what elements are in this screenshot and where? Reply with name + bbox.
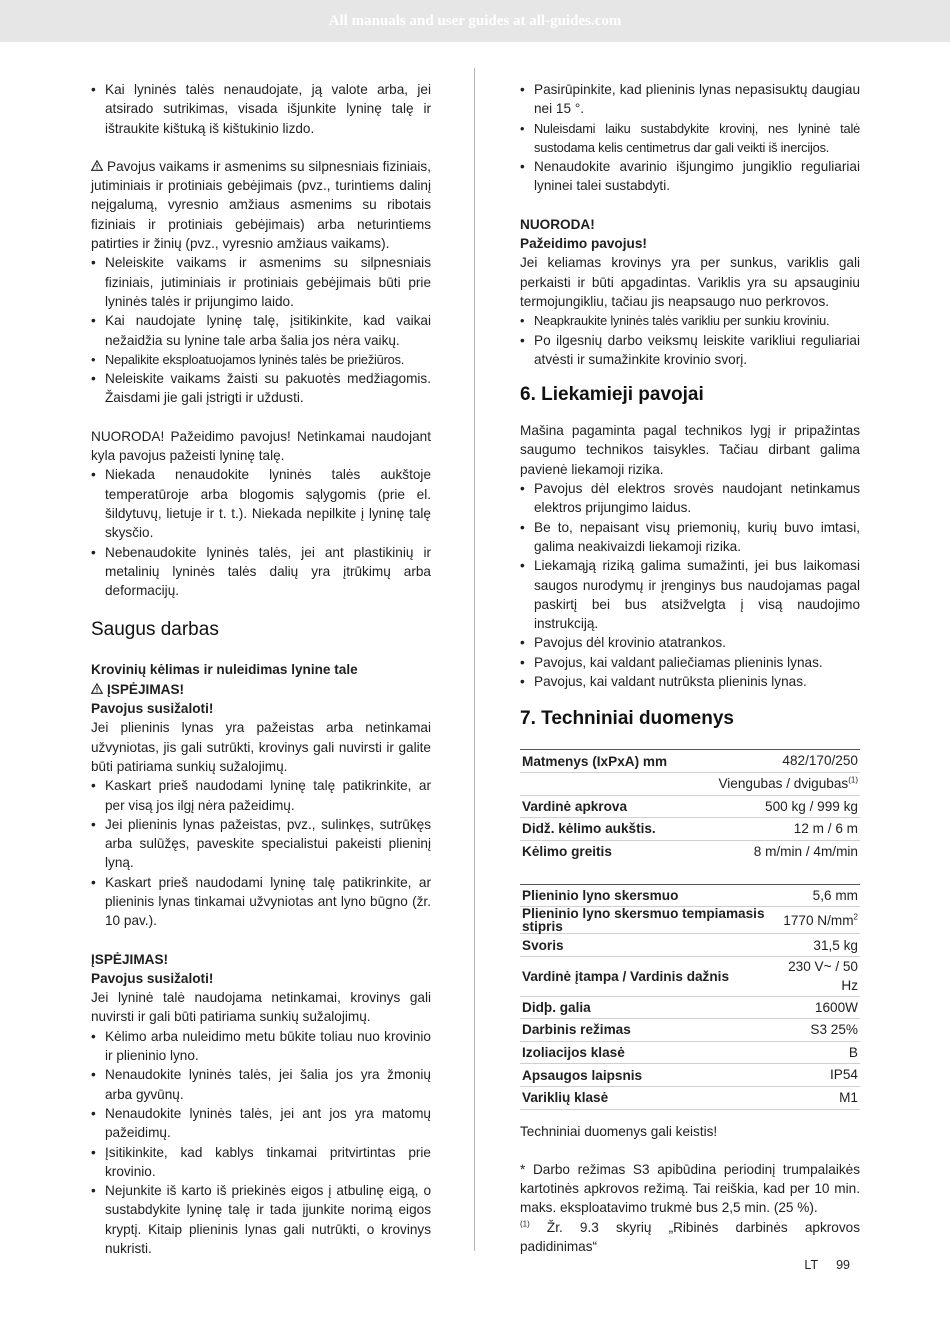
page-number: 99	[836, 1258, 850, 1272]
lift-title: Krovinių kėlimas ir nuleidimas lynine tale	[91, 662, 358, 678]
list-item: • Pavojus dėl elektros srovės naudojant netinkamus elektros prijungimo laidus.	[520, 479, 860, 518]
list-item: • Nenaudokite avarinio išjungimo jungiklio reguliariai lyninei talei sustabdyti.	[520, 157, 860, 196]
note-paragraph: NUORODA! Pažeidimo pavojus! Netinkamai naudojant kyla pavojus pažeisti lyninę talę.	[91, 428, 431, 464]
table-value: 12 m / 6 m	[793, 821, 858, 837]
table-row	[520, 956, 860, 996]
superscript: 2	[853, 912, 858, 922]
table-value: 482/170/250	[782, 753, 858, 769]
warning-triangle-icon	[91, 680, 103, 699]
list-item: • Pavojus dėl krovinio atatrankos.	[520, 633, 860, 652]
list-item: • Neleiskite vaikams žaisti su pakuotės medžiagomis. Žaisdami jie gali įstrigti ir uždusti.	[91, 369, 431, 408]
section-heading-6: 6. Liekamieji pavojai	[520, 384, 704, 406]
table-row	[520, 934, 860, 957]
footnote-mark: (1)	[520, 1219, 530, 1229]
changes-note: Techniniai duomenys gali keistis!	[520, 1123, 718, 1139]
table-key: Izoliacijos klasė	[522, 1045, 625, 1061]
table-value	[774, 907, 860, 934]
table-row	[520, 884, 860, 907]
list-item: • Po ilgesnių darbo veiksmų leiskite varikliui reguliariai atvėsti ir sumažinkite krovinio svorį.	[520, 331, 860, 370]
residual-paragraph: Mašina pagaminta pagal technikos lygį ir pripažintas saugumo technikos taisykles. Tačiau dirbant galima pavienė liekamoji rizika.	[520, 423, 860, 477]
table-key	[520, 772, 693, 795]
warning-label	[91, 680, 431, 699]
table-value	[693, 772, 860, 795]
table-value: M1	[839, 1090, 858, 1106]
table-key: Apsaugos laipsnis	[522, 1067, 643, 1083]
danger-label-2: Pavojus susižaloti!	[91, 970, 214, 986]
table-key: Svoris	[522, 937, 564, 953]
list-item: • Kaskart prieš naudodami lyninę talę patikrinkite, ar per visą jos ilgį nėra pažeidimų.	[91, 776, 431, 815]
warning-label-2: ĮSPĖJIMAS!	[91, 951, 169, 967]
list-item: • Pavojus, kai valdant nutrūksta plieninis lynas.	[520, 672, 860, 691]
list-item: • Įsitikinkite, kad kablys tinkamai pritvirtintas prie krovinio.	[91, 1143, 431, 1182]
list-item: • Kai naudojate lyninę talę, įsitikinkite, kad vaikai nežaidžia su lynine tale arba šalia jos nėra vaikų.	[91, 311, 431, 350]
lift-paragraph: Jei plieninis lynas yra pažeistas arba netinkamai užvyniotas, jis gali sutrūkti, krovinys gali nuvirsti ir galite būti patiriama sunkių sužalojimų.	[91, 720, 431, 774]
table-row	[520, 996, 860, 1019]
top-list	[520, 80, 860, 196]
children-list	[91, 253, 431, 407]
table-key: Didþ. galia	[522, 999, 591, 1015]
note-danger: Pažeidimo pavojus!	[520, 236, 647, 252]
table-value: 230 V~ / 50 Hz	[788, 958, 858, 994]
table-key: Variklių klasė	[522, 1090, 609, 1106]
table-value: S3 25%	[810, 1022, 858, 1038]
section-heading-7: 7. Techniniai duomenys	[520, 708, 734, 730]
list-item: • Pavojus, kai valdant paliečiamas plieninis lynas.	[520, 653, 860, 672]
list-item: • Kėlimo arba nuleidimo metu būkite toliau nuo krovinio ir plieninio lyno.	[91, 1027, 431, 1066]
warning-text: ĮSPĖJIMAS!	[107, 681, 185, 697]
table-row	[520, 772, 860, 795]
table-row	[520, 795, 860, 818]
list-item: • Neapkraukite lyninės talės varikliu per sunkiu kroviniu.	[520, 311, 860, 330]
table-value: B	[848, 1044, 858, 1060]
list-item: • Nejunkite iš karto iš priekinės eigos į atbulinę eigą, o sustabdykite lyninę talę ir tada įjunkite norimą eigos kryptį. Kitaip plieninis lynas gali nutrūkti, o krovinys nukristi.	[91, 1181, 431, 1258]
list-item: • Kai lyninės talės nenaudojate, ją valote arba, jei atsirado sutrikimas, visada išjunkite lyninę talę ir ištraukite kištuką iš kištukinio lizdo.	[91, 80, 431, 138]
footnote-text: Žr. 9.3 skyrių „Ribinės darbinės apkrovos padidinimas“	[520, 1219, 860, 1255]
footnote-1	[520, 1218, 860, 1257]
table-row	[520, 1041, 860, 1064]
table-row	[520, 1019, 860, 1042]
watermark-banner	[0, 0, 950, 42]
table-row	[520, 907, 860, 934]
table-value: 5,6 mm	[812, 887, 858, 903]
note-title: NUORODA!	[520, 216, 595, 232]
warning-triangle-icon	[91, 157, 103, 176]
table-key: Vardinė įtampa / Vardinis dažnis	[522, 968, 729, 984]
footnote-mark: (1)	[848, 775, 858, 785]
table-value: 500 kg / 999 kg	[765, 798, 858, 814]
footnote-s3: * Darbo režimas S3 apibūdina periodinį trumpalaikės kartotinės apkrovos režimą. Tai reiškia, kad per 10 min. maks. eksploatavimo trukmė bus 2,5 min. (25 %).	[520, 1161, 860, 1216]
list-item: • Jei plieninis lynas pažeistas, pvz., sulinkęs, sutrūkęs arba sulūžęs, paveskite specialistui pakeisti plieninį lyną.	[91, 815, 431, 873]
table-key: Plieninio lyno skersmuo tempiamasis stipris	[522, 906, 765, 935]
section-heading-saugus-darbas: Saugus darbas	[91, 619, 219, 641]
table-row	[520, 840, 860, 863]
children-danger-paragraph	[91, 157, 431, 253]
table-key: Vardinė apkrova	[522, 798, 628, 814]
language-code: LT	[804, 1258, 819, 1272]
left-column	[91, 80, 431, 1258]
table-value: IP54	[830, 1067, 858, 1083]
unplug-list	[91, 80, 431, 138]
right-column	[520, 80, 860, 1256]
table-key: Matmenys (IxPxA) mm	[522, 753, 668, 769]
list-item: • Niekada nenaudokite lyninės talės aukštoje temperatūroje arba blogomis sąlygomis (prie el. šildytuvų, lietuje ir t. t.). Niekada nepilkite į lyninę talę skysčio.	[91, 465, 431, 542]
table-key: Plieninio lyno skersmuo	[522, 888, 679, 904]
table-key: Kėlimo greitis	[522, 844, 612, 860]
table-row	[520, 1086, 860, 1109]
list-item: • Kaskart prieš naudodami lyninę talę patikrinkite, ar plieninis lynas tinkamai užvyniotas ant lyno būgno (žr. 10 pav.).	[91, 873, 431, 931]
tech-table-1	[520, 749, 860, 862]
table-row	[520, 750, 860, 773]
table-row	[520, 818, 860, 841]
children-danger-text: Pavojus vaikams ir asmenims su silpnesniais fiziniais, jutiminiais ir protiniais gebėjimais (pvz., turintiems dalinį neįgalumą, vyresnio amžiaus asmenims su ribotais fiziniais ir protiniais gebėjimais) arba neturintiems patirties ir žinių (pvz., vyresnio amžiaus vaikams).	[91, 158, 431, 252]
danger-label: Pavojus susižaloti!	[91, 701, 214, 717]
list-item: • Be to, nepaisant visų priemonių, kurių buvo imtasi, galima neakivaizdi liekamoji rizika.	[520, 518, 860, 557]
table-value: 31,5 kg	[813, 937, 858, 953]
list-item: • Neleiskite vaikams ir asmenims su silpnesniais fiziniais, jutiminiais ir protiniais gebėjimais būti prie lyninės talės ir prijungimo laido.	[91, 253, 431, 311]
table-key: Darbinis režimas	[522, 1022, 631, 1038]
list-item: • Nenaudokite lyninės talės, jei šalia jos yra žmonių arba gyvūnų.	[91, 1065, 431, 1104]
table-row	[520, 1064, 860, 1087]
lift-list	[91, 776, 431, 930]
warning-paragraph: Jei lyninė talė naudojama netinkamai, krovinys gali nuvirsti ir gali būti patiriama sunkių sužalojimų.	[91, 990, 431, 1025]
list-item: • Liekamąją riziką galima sumažinti, jei bus laikomasi saugos nurodymų ir įrenginys bus naudojamas pagal paskirtį bei bus atsižvelgta į visą naudojimo instrukciją.	[520, 556, 860, 633]
list-item: • Pasirūpinkite, kad plieninis lynas nepasisuktų daugiau nei 15 °.	[520, 80, 860, 119]
note-list	[91, 465, 431, 600]
note-paragraph: Jei keliamas krovinys yra per sunkus, variklis gali perkaisti ir būti apgadintas. Variklis yra su apsauginiu termojungikliu, tačiau jis neapsaugo nuo perkrovos.	[520, 255, 860, 309]
list-item: • Nepalikite eksploatuojamos lyninės talės be priežiūros.	[91, 350, 431, 369]
list-item: • Nuleisdami laiku sustabdykite krovinį, nes lyninė talė sustodama kelis centimetrus dar gali veikti iš inercijos.	[520, 119, 860, 158]
note-list	[520, 311, 860, 369]
page-footer	[786, 1258, 850, 1272]
tech-table-2	[520, 884, 860, 1110]
list-item: • Nenaudokite lyninės talės, jei ant jos yra matomų pažeidimų.	[91, 1104, 431, 1143]
column-divider	[474, 68, 475, 1251]
table-value: 8 m/min / 4m/min	[753, 844, 858, 860]
table-value-text: Viengubas / dvigubas	[718, 776, 849, 792]
table-value: 1600W	[814, 999, 858, 1015]
residual-list	[520, 479, 860, 691]
list-item: • Nebenaudokite lyninės talės, jei ant plastikinių ir metalinių lyninės talės dalių yra įtrūkimų arba deformacijų.	[91, 543, 431, 601]
watermark-text: All manuals and user guides at all-guides.com	[328, 13, 622, 29]
table-value-text: 1770 N/mm	[783, 912, 854, 928]
table-key: Didž. kėlimo aukštis.	[522, 821, 656, 837]
warning-list	[91, 1027, 431, 1259]
